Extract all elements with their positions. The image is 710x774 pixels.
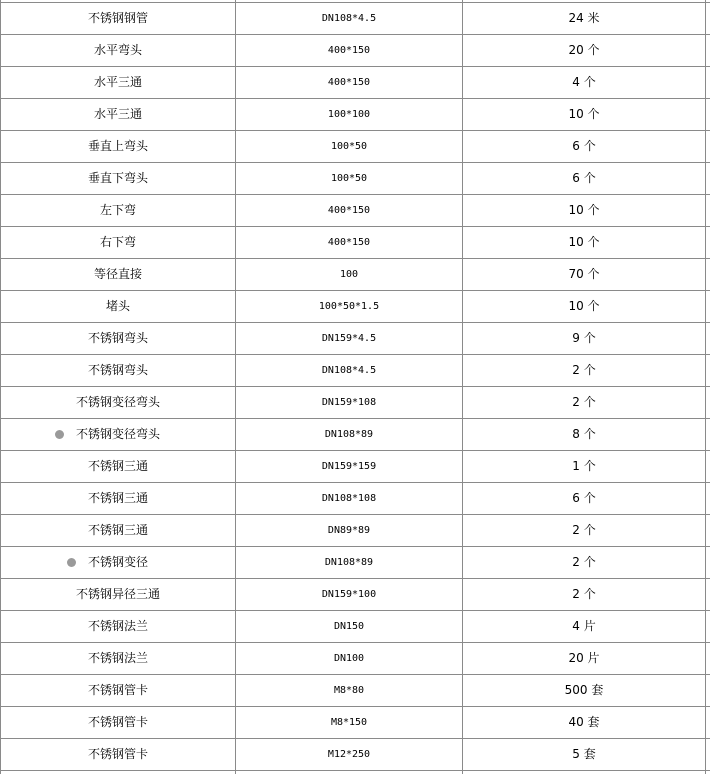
spec-cell: 400*150	[327, 77, 371, 88]
name-cell: 不锈钢变径弯头	[75, 395, 160, 409]
table-row	[0, 99, 710, 131]
qty-cell: 40 套	[568, 715, 600, 729]
name-cell: 水平弯头	[93, 43, 142, 57]
name-cell: 不锈钢钢管	[87, 11, 148, 25]
table-row	[0, 547, 710, 579]
name-cell: 水平三通	[93, 75, 142, 89]
qty-cell: 2 个	[572, 523, 596, 537]
materials-table	[0, 3, 710, 771]
name-cell: 不锈钢管卡	[87, 747, 148, 761]
table-row	[0, 163, 710, 195]
spec-cell: 400*150	[327, 45, 371, 56]
name-cell: 不锈钢异径三通	[75, 587, 160, 601]
table-row	[0, 579, 710, 611]
qty-cell: 10 个	[568, 107, 600, 121]
spec-cell: 100	[339, 269, 359, 280]
table-row	[0, 739, 710, 771]
spec-cell: 400*150	[327, 205, 371, 216]
spec-cell: M8*80	[333, 685, 365, 696]
table-row	[0, 483, 710, 515]
table-row	[0, 643, 710, 675]
qty-cell: 9 个	[572, 331, 596, 345]
name-cell: 不锈钢三通	[87, 491, 148, 505]
spec-cell: 100*50	[330, 173, 368, 184]
spec-cell: 400*150	[327, 237, 371, 248]
qty-cell: 6 个	[572, 491, 596, 505]
qty-cell: 70 个	[568, 267, 600, 281]
qty-cell: 6 个	[572, 171, 596, 185]
qty-cell: 2 个	[572, 587, 596, 601]
table-row	[0, 323, 710, 355]
qty-cell: 1 个	[572, 459, 596, 473]
spec-cell: DN108*108	[321, 493, 377, 504]
spec-cell: DN100	[333, 653, 365, 664]
spec-cell: DN159*4.5	[321, 333, 377, 344]
name-cell: 不锈钢法兰	[87, 651, 148, 665]
table-row	[0, 35, 710, 67]
qty-cell: 4 个	[572, 75, 596, 89]
table-row	[0, 67, 710, 99]
spec-cell: 100*50	[330, 141, 368, 152]
qty-cell: 5 套	[572, 747, 596, 761]
table-row	[0, 451, 710, 483]
qty-cell: 2 个	[572, 363, 596, 377]
table-row	[0, 131, 710, 163]
spec-cell: M8*150	[330, 717, 368, 728]
name-cell: 不锈钢弯头	[87, 363, 148, 377]
table-row	[0, 419, 710, 451]
spec-cell: DN108*4.5	[321, 365, 377, 376]
qty-cell: 8 个	[572, 427, 596, 441]
qty-cell: 10 个	[568, 203, 600, 217]
spec-cell: DN159*159	[321, 461, 377, 472]
name-cell: 水平三通	[93, 107, 142, 121]
name-cell: 左下弯	[99, 203, 136, 217]
name-cell: 不锈钢弯头	[87, 331, 148, 345]
name-cell: 堵头	[105, 299, 130, 313]
table-row	[0, 227, 710, 259]
spec-cell: M12*250	[327, 749, 371, 760]
spec-cell: 100*100	[327, 109, 371, 120]
spec-cell: DN159*100	[321, 589, 377, 600]
qty-cell: 2 个	[572, 395, 596, 409]
qty-cell: 24 米	[568, 11, 600, 25]
name-cell: 垂直上弯头	[87, 139, 148, 153]
name-cell: 不锈钢三通	[87, 459, 148, 473]
table-row	[0, 707, 710, 739]
name-cell: 不锈钢变径弯头	[75, 427, 160, 441]
table-row	[0, 291, 710, 323]
qty-cell: 4 片	[572, 619, 596, 633]
name-cell: 不锈钢三通	[87, 523, 148, 537]
table-row	[0, 3, 710, 35]
spec-cell: DN159*108	[321, 397, 377, 408]
spec-cell: DN108*4.5	[321, 13, 377, 24]
table-row	[0, 259, 710, 291]
table-row	[0, 355, 710, 387]
name-cell: 不锈钢变径	[87, 555, 148, 569]
table-row	[0, 195, 710, 227]
name-cell: 右下弯	[99, 235, 136, 249]
spec-cell: DN108*89	[324, 429, 374, 440]
qty-cell: 10 个	[568, 299, 600, 313]
qty-cell: 10 个	[568, 235, 600, 249]
name-cell: 不锈钢管卡	[87, 715, 148, 729]
qty-cell: 6 个	[572, 139, 596, 153]
table-row	[0, 515, 710, 547]
table-row	[0, 387, 710, 419]
spec-cell: DN150	[333, 621, 365, 632]
qty-cell: 20 个	[568, 43, 600, 57]
name-cell: 垂直下弯头	[87, 171, 148, 185]
name-cell: 等径直接	[93, 267, 142, 281]
name-cell: 不锈钢法兰	[87, 619, 148, 633]
spec-cell: DN89*89	[327, 525, 371, 536]
qty-cell: 20 片	[568, 651, 600, 665]
table-row	[0, 675, 710, 707]
qty-cell: 2 个	[572, 555, 596, 569]
name-cell: 不锈钢管卡	[87, 683, 148, 697]
spec-cell: 100*50*1.5	[318, 301, 380, 312]
table-row	[0, 611, 710, 643]
qty-cell: 500 套	[564, 683, 604, 697]
spec-cell: DN108*89	[324, 557, 374, 568]
